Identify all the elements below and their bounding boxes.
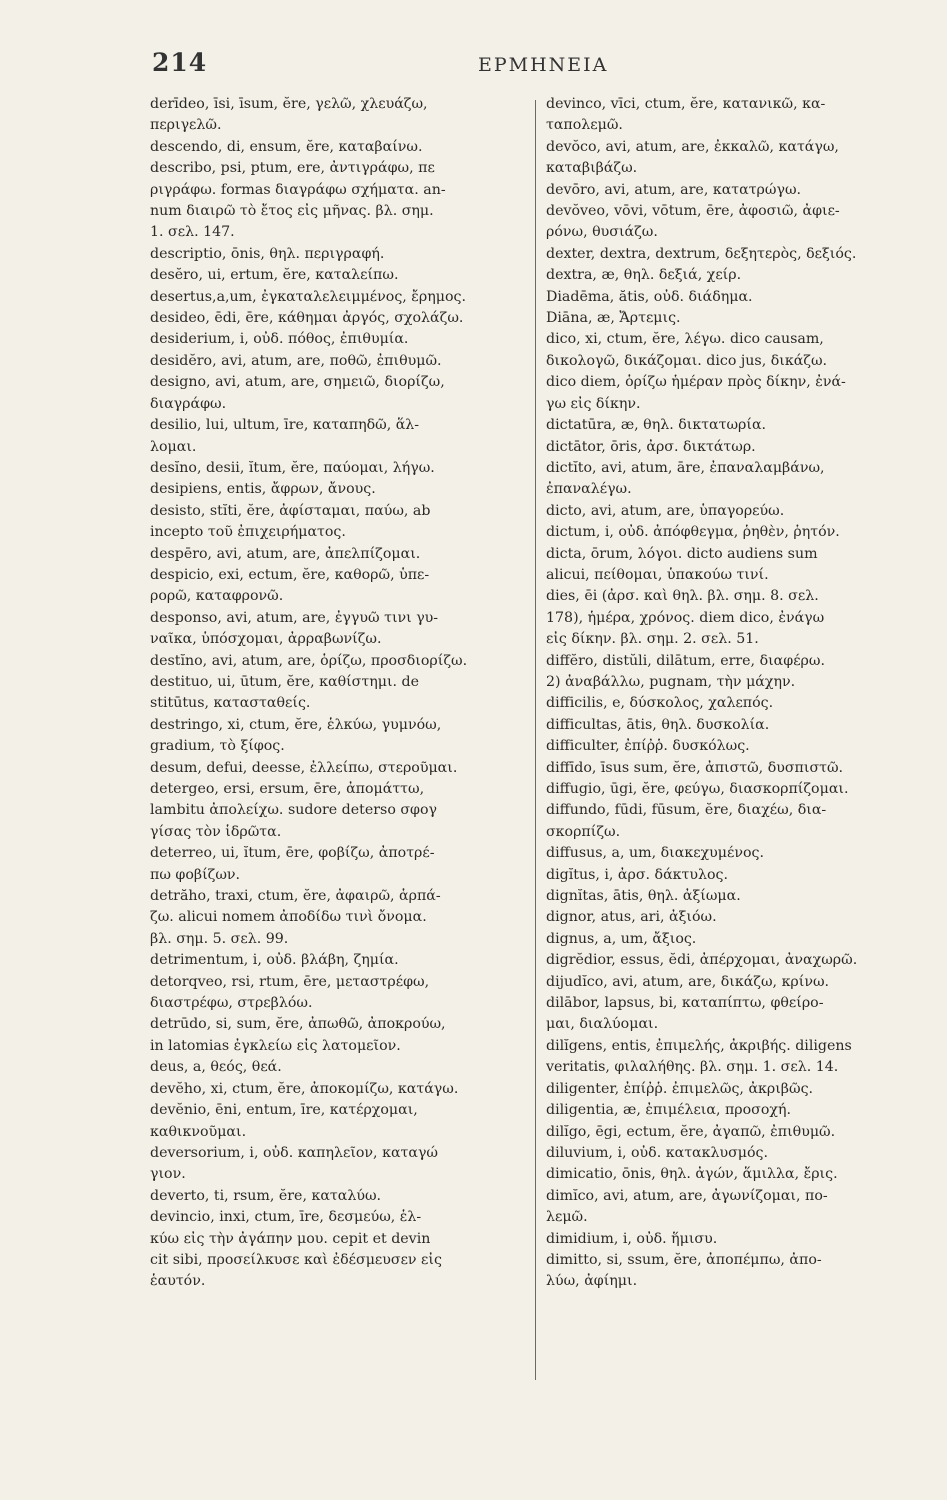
- entry-line: δικολογῶ, δικάζομαι. dico jus, δικάζω.: [546, 352, 828, 369]
- dictionary-entry: [150, 372, 524, 415]
- dictionary-entry: [150, 1186, 524, 1207]
- column-divider: [535, 100, 536, 1380]
- entry-line: destringo, xi, ctum, ĕre, ἑλκύω, γυμνόω,: [150, 716, 442, 733]
- entry-line: γίσας τὸν ἱδρῶτα.: [150, 823, 282, 840]
- entry-line: dictātor, ōris, ἀρσ. δικτάτωρ.: [546, 438, 756, 455]
- page-number: 214: [152, 48, 208, 77]
- entry-line: 2) ἀναβάλλω, pugnam, τὴν μάχην.: [546, 673, 796, 690]
- entry-line: diffundo, fūdi, fūsum, ĕre, διαχέω, δια-: [546, 802, 827, 819]
- entry-line: dicto, avi, atum, are, ὑπαγορεύω.: [546, 502, 785, 519]
- entry-line: stitūtus, κατασταθείς.: [150, 695, 311, 712]
- entry-line: ταπολεμῶ.: [546, 117, 623, 134]
- dictionary-entry: [546, 501, 920, 522]
- entry-line: devinco, vīci, ctum, ĕre, κατανικῶ, κα-: [546, 96, 826, 112]
- dictionary-entry: [546, 137, 920, 180]
- dictionary-entry: [150, 479, 524, 500]
- entry-line: dilĭgo, ēgi, ectum, ĕre, ἀγαπῶ, ἐπιθυμῶ.: [546, 1123, 836, 1140]
- dictionary-entry: [546, 800, 920, 843]
- entry-line: μαι, διαλύομαι.: [546, 1016, 659, 1033]
- dictionary-entry: [546, 201, 920, 244]
- entry-line: devŏco, avi, atum, are, ἐκκαλῶ, κατάγω,: [546, 138, 839, 155]
- entry-line: diffusus, a, um, διακεχυμένος.: [546, 845, 764, 862]
- dictionary-entry: [546, 329, 920, 415]
- entry-line: desponso, avi, atum, are, ἐγγυῶ τινι γυ-: [150, 609, 439, 626]
- dictionary-entry: [546, 1229, 920, 1250]
- entry-line: detrimentum, i, οὐδ. βλάβη, ζημία.: [150, 952, 399, 969]
- entry-line: λεμῶ.: [546, 1209, 588, 1226]
- dictionary-entry: [546, 929, 920, 950]
- entry-line: dicta, ōrum, λόγοι. dicto audiens sum: [546, 545, 818, 562]
- entry-line: dignĭtas, ātis, θηλ. ἀξίωμα.: [546, 888, 741, 905]
- entry-line: difficilis, e, δύσκολος, χαλεπός.: [546, 695, 774, 712]
- dictionary-entry: [150, 565, 524, 608]
- entry-line: devĕnio, ēni, entum, īre, κατέρχομαι,: [150, 1102, 418, 1119]
- dictionary-entry: [546, 544, 920, 587]
- dictionary-entry: [150, 265, 524, 286]
- dictionary-entry: [546, 651, 920, 694]
- entry-line: difficulter, ἐπίῤῥ. δυσκόλως.: [546, 738, 750, 755]
- entry-line: desertus,a,um, ἐγκαταλελειμμένος, ἔρημος.: [150, 288, 466, 305]
- dictionary-entry: [546, 180, 920, 201]
- dictionary-entry: [150, 137, 524, 158]
- entry-line: εἰς δίκην. βλ. σημ. 2. σελ. 51.: [546, 631, 759, 648]
- dictionary-entry: [150, 715, 524, 758]
- dictionary-entry: [150, 972, 524, 1015]
- dictionary-entry: [546, 886, 920, 907]
- entry-line: ἑαυτόν.: [150, 1273, 206, 1290]
- entry-line: dexter, dextra, dextrum, δεξητερὸς, δεξιός.: [546, 245, 857, 262]
- dictionary-entry: [150, 758, 524, 779]
- entry-line: ρόνω, θυσιάζω.: [546, 224, 658, 241]
- dictionary-entry: [150, 544, 524, 565]
- dictionary-entry: [150, 1079, 524, 1100]
- entry-line: describo, psi, ptum, ere, ἀντιγράφω, πε: [150, 160, 435, 177]
- entry-line: diffīdo, īsus sum, ĕre, ἀπιστῶ, δυσπιστῶ.: [546, 759, 844, 776]
- entry-line: incepto τοῦ ἐπιχειρήματος.: [150, 524, 346, 541]
- entry-line: veritatis, φιλαλήθης. βλ. σημ. 1. σελ. 14.: [546, 1059, 839, 1076]
- entry-line: desiderium, i, οὐδ. πόθος, ἐπιθυμία.: [150, 331, 409, 348]
- entry-line: detrūdo, si, sum, ĕre, ἀπωθῶ, ἀποκρούω,: [150, 1016, 446, 1033]
- dictionary-entry: [546, 758, 920, 779]
- dictionary-entry: [546, 1250, 920, 1293]
- dictionary-entry: [546, 1079, 920, 1100]
- entry-line: βλ. σημ. 5. σελ. 99.: [150, 930, 289, 947]
- dictionary-entry: [546, 1164, 920, 1185]
- entry-line: καθικνοῦμαι.: [150, 1123, 247, 1140]
- entry-line: detorqveo, rsi, rtum, ēre, μεταστρέφω,: [150, 973, 430, 990]
- entry-line: devincio, inxi, ctum, īre, δεσμεύω, ἑλ-: [150, 1209, 422, 1226]
- entry-line: difficultas, ātis, θηλ. δυσκολία.: [546, 716, 770, 733]
- dictionary-entry: [150, 351, 524, 372]
- right-column: [546, 94, 920, 1293]
- entry-line: dignus, a, um, ἄξιος.: [546, 930, 697, 947]
- dictionary-entry: [150, 886, 524, 950]
- left-column: [150, 94, 524, 1293]
- entry-line: deversorium, i, οὐδ. καπηλεῖον, καταγώ: [150, 1144, 438, 1161]
- entry-line: desilio, lui, ultum, īre, καταπηδῶ, ἅλ-: [150, 417, 420, 434]
- entry-line: despicio, exi, ectum, ĕre, καθορῶ, ὑπε-: [150, 566, 430, 583]
- entry-line: desum, defui, deesse, ἐλλείπω, στεροῦμαι.: [150, 759, 458, 776]
- entry-line: Diāna, æ, Ἄρτεμις.: [546, 310, 681, 327]
- entry-line: detrăho, traxi, ctum, ĕre, ἀφαιρῶ, ἁρπά-: [150, 888, 441, 905]
- entry-line: dilābor, lapsus, bi, καταπίπτω, φθείρο-: [546, 995, 824, 1012]
- dictionary-entry: [150, 158, 524, 244]
- dictionary-entry: [546, 950, 920, 971]
- page-header: [152, 48, 792, 88]
- dictionary-entry: [150, 415, 524, 458]
- entry-line: cit sibi, προσείλκυσε καὶ ἐδέσμευσεν εἰς: [150, 1251, 442, 1268]
- entry-line: deverto, ti, rsum, ĕre, καταλύω.: [150, 1187, 382, 1204]
- dictionary-entry: [150, 843, 524, 886]
- dictionary-entry: [546, 972, 920, 993]
- dictionary-entry: [546, 287, 920, 308]
- dictionary-entry: [150, 1207, 524, 1293]
- dictionary-entry: [150, 94, 524, 137]
- entry-line: dimicatio, ōnis, θηλ. ἀγών, ἅμιλλα, ἔρις.: [546, 1166, 838, 1183]
- dictionary-entry: [546, 843, 920, 864]
- entry-line: καταβιβάζω.: [546, 160, 638, 177]
- entry-line: λύω, ἀφίημι.: [546, 1273, 638, 1290]
- dictionary-entry: [150, 672, 524, 715]
- entry-line: desidĕro, avi, atum, are, ποθῶ, ἐπιθυμῶ.: [150, 352, 442, 369]
- entry-line: γιον.: [150, 1166, 186, 1183]
- dictionary-entry: [546, 437, 920, 458]
- entry-line: derīdeo, īsi, īsum, ĕre, γελῶ, χλευάζω,: [150, 96, 428, 112]
- entry-line: 1. σελ. 147.: [150, 224, 235, 241]
- dictionary-entry: [150, 329, 524, 350]
- dictionary-entry: [546, 1143, 920, 1164]
- entry-line: desĭno, desii, ĭtum, ĕre, παύομαι, λήγω.: [150, 459, 435, 476]
- dictionary-entry: [546, 458, 920, 501]
- entry-line: descriptio, ōnis, θηλ. περιγραφή.: [150, 245, 385, 262]
- entry-line: despēro, avi, atum, are, ἀπελπίζομαι.: [150, 545, 421, 562]
- dictionary-entry: [546, 779, 920, 800]
- entry-line: dictĭto, avi, atum, āre, ἐπαναλαμβάνω,: [546, 459, 825, 476]
- dictionary-entry: [546, 1036, 920, 1079]
- dictionary-entry: [546, 244, 920, 265]
- entry-line: diligenter, ἐπίῤῥ. ἐπιμελῶς, ἀκριβῶς.: [546, 1080, 814, 1097]
- entry-line: desĕro, ui, ertum, ĕre, καταλείπω.: [150, 267, 399, 284]
- dictionary-entry: [546, 865, 920, 886]
- entry-line: dies, ēi (ἀρσ. καὶ θηλ. βλ. σημ. 8. σελ.: [546, 588, 819, 605]
- entry-line: desisto, stĭti, ĕre, ἀφίσταμαι, παύω, ab: [150, 502, 431, 519]
- entry-line: devōro, avi, atum, are, κατατρώγω.: [546, 181, 802, 198]
- entry-line: desipiens, entis, ἄφρων, ἄνους.: [150, 481, 376, 498]
- entry-line: διαστρέφω, στρεβλόω.: [150, 995, 313, 1012]
- dictionary-entry: [546, 308, 920, 329]
- entry-line: descendo, di, ensum, ĕre, καταβαίνω.: [150, 138, 423, 155]
- entry-line: ἐπαναλέγω.: [546, 481, 632, 498]
- dictionary-entry: [546, 1186, 920, 1229]
- entry-line: dimitto, si, ssum, ĕre, ἀποπέμπω, ἀπο-: [546, 1251, 822, 1268]
- dictionary-entry: [546, 693, 920, 714]
- entry-line: κύω εἰς τὴν ἀγάπην μου. cepit et devin: [150, 1230, 431, 1247]
- entry-line: λομαι.: [150, 438, 197, 455]
- entry-line: digrĕdior, essus, ĕdi, ἀπέρχομαι, ἀναχωρῶ.: [546, 952, 858, 969]
- entry-line: ζω. alicui nomem ἀποδίδω τινὶ ὄνομα.: [150, 909, 427, 926]
- entry-line: designo, avi, atum, are, σημειῶ, διορίζω,: [150, 374, 445, 391]
- running-head: ΕΡΜΗΝΕΙΑ: [478, 54, 609, 76]
- dictionary-entry: [150, 287, 524, 308]
- entry-line: dictatūra, æ, θηλ. δικτατωρία.: [546, 417, 767, 434]
- dictionary-entry: [546, 993, 920, 1036]
- entry-line: digĭtus, i, ἀρσ. δάκτυλος.: [546, 866, 729, 883]
- dictionary-entry: [546, 907, 920, 928]
- dictionary-entry: [150, 1143, 524, 1186]
- entry-line: dico, xi, ctum, ĕre, λέγω. dico causam,: [546, 331, 824, 348]
- entry-line: πω φοβίζων.: [150, 866, 241, 883]
- entry-line: σκορπίζω.: [546, 823, 621, 840]
- dictionary-entry: [150, 779, 524, 843]
- entry-line: diligentia, æ, ἐπιμέλεια, προσοχή.: [546, 1102, 791, 1119]
- entry-line: devĕho, xi, ctum, ĕre, ἀποκομίζω, κατάγω.: [150, 1080, 459, 1097]
- dictionary-entry: [150, 1100, 524, 1143]
- entry-line: ρορῶ, καταφρονῶ.: [150, 588, 284, 605]
- dictionary-entry: [546, 715, 920, 736]
- entry-line: dignor, atus, ari, ἀξιόω.: [546, 909, 717, 926]
- entry-line: dico diem, ὁρίζω ἡμέραν πρὸς δίκην, ἐνά-: [546, 374, 846, 391]
- entry-line: destituo, ui, ūtum, ĕre, καθίστημι. de: [150, 673, 420, 690]
- entry-line: lambitu ἀπολείχω. sudore deterso σφογ: [150, 802, 438, 819]
- dictionary-entry: [150, 1014, 524, 1057]
- entry-line: deus, a, θεός, θεά.: [150, 1059, 282, 1076]
- entry-line: in latomias ἐγκλείω εἰς λατομεῖον.: [150, 1037, 401, 1054]
- entry-line: devŏveo, vōvi, vōtum, ēre, ἀφοσιῶ, ἀφιε-: [546, 203, 840, 220]
- entry-line: deterreo, ui, ĭtum, ēre, φοβίζω, ἀποτρέ-: [150, 845, 435, 862]
- dictionary-entry: [150, 308, 524, 329]
- entry-line: alicui, πείθομαι, ὑπακούω τινί.: [546, 566, 769, 583]
- entry-line: dijudĭco, avi, atum, are, δικάζω, κρίνω.: [546, 973, 830, 990]
- entry-line: diffugio, ūgi, ĕre, φεύγω, διασκορπίζομαι.: [546, 781, 849, 797]
- entry-line: 178), ἡμέρα, χρόνος. diem dico, ἐνάγω: [546, 609, 825, 626]
- entry-line: dictum, i, οὐδ. ἀπόφθεγμα, ῥηθὲν, ῥητόν.: [546, 524, 840, 541]
- entry-line: destĭno, avi, atum, are, ὁρίζω, προσδιορίζω.: [150, 652, 468, 669]
- dictionary-entry: [546, 522, 920, 543]
- entry-line: dextra, æ, θηλ. δεξιά, χείρ.: [546, 267, 742, 284]
- entry-line: περιγελῶ.: [150, 117, 222, 134]
- dictionary-entry: [546, 265, 920, 286]
- entry-line: dilĭgens, entis, ἐπιμελής, ἀκριβής. diligens: [546, 1037, 852, 1054]
- entry-line: detergeo, ersi, ersum, ēre, ἀπομάττω,: [150, 781, 425, 797]
- entry-line: diffĕro, distŭli, dilātum, erre, διαφέρω.: [546, 652, 825, 669]
- dictionary-entry: [150, 244, 524, 265]
- dictionary-entry: [546, 736, 920, 757]
- entry-line: num διαιρῶ τὸ ἔτος εἰς μῆνας. βλ. σημ.: [150, 203, 434, 220]
- entry-line: diluvium, i, οὐδ. κατακλυσμός.: [546, 1144, 769, 1161]
- dictionary-entry: [150, 458, 524, 479]
- dictionary-entry: [150, 501, 524, 544]
- dictionary-entry: [150, 950, 524, 971]
- dictionary-entry: [546, 415, 920, 436]
- entry-line: ναῖκα, ὑπόσχομαι, ἀρραβωνίζω.: [150, 631, 382, 648]
- dictionary-entry: [150, 651, 524, 672]
- dictionary-entry: [150, 608, 524, 651]
- entry-line: gradium, τὸ ξίφος.: [150, 738, 285, 755]
- dictionary-entry: [546, 586, 920, 650]
- entry-line: γω εἰς δίκην.: [546, 395, 641, 412]
- entry-line: desideo, ēdi, ēre, κάθημαι ἀργός, σχολάζω.: [150, 310, 464, 327]
- entry-line: ριγράφω. formas διαγράφω σχήματα. an-: [150, 181, 446, 198]
- dictionary-entry: [546, 1122, 920, 1143]
- dictionary-entry: [546, 1100, 920, 1121]
- entry-line: dimĭco, avi, atum, are, ἀγωνίζομαι, πο-: [546, 1187, 828, 1204]
- entry-line: dimidium, i, οὐδ. ἥμισυ.: [546, 1230, 718, 1247]
- dictionary-entry: [150, 1057, 524, 1078]
- entry-line: Diadēma, ătis, οὐδ. διάδημα.: [546, 288, 753, 305]
- entry-line: διαγράφω.: [150, 395, 227, 412]
- dictionary-entry: [546, 94, 920, 137]
